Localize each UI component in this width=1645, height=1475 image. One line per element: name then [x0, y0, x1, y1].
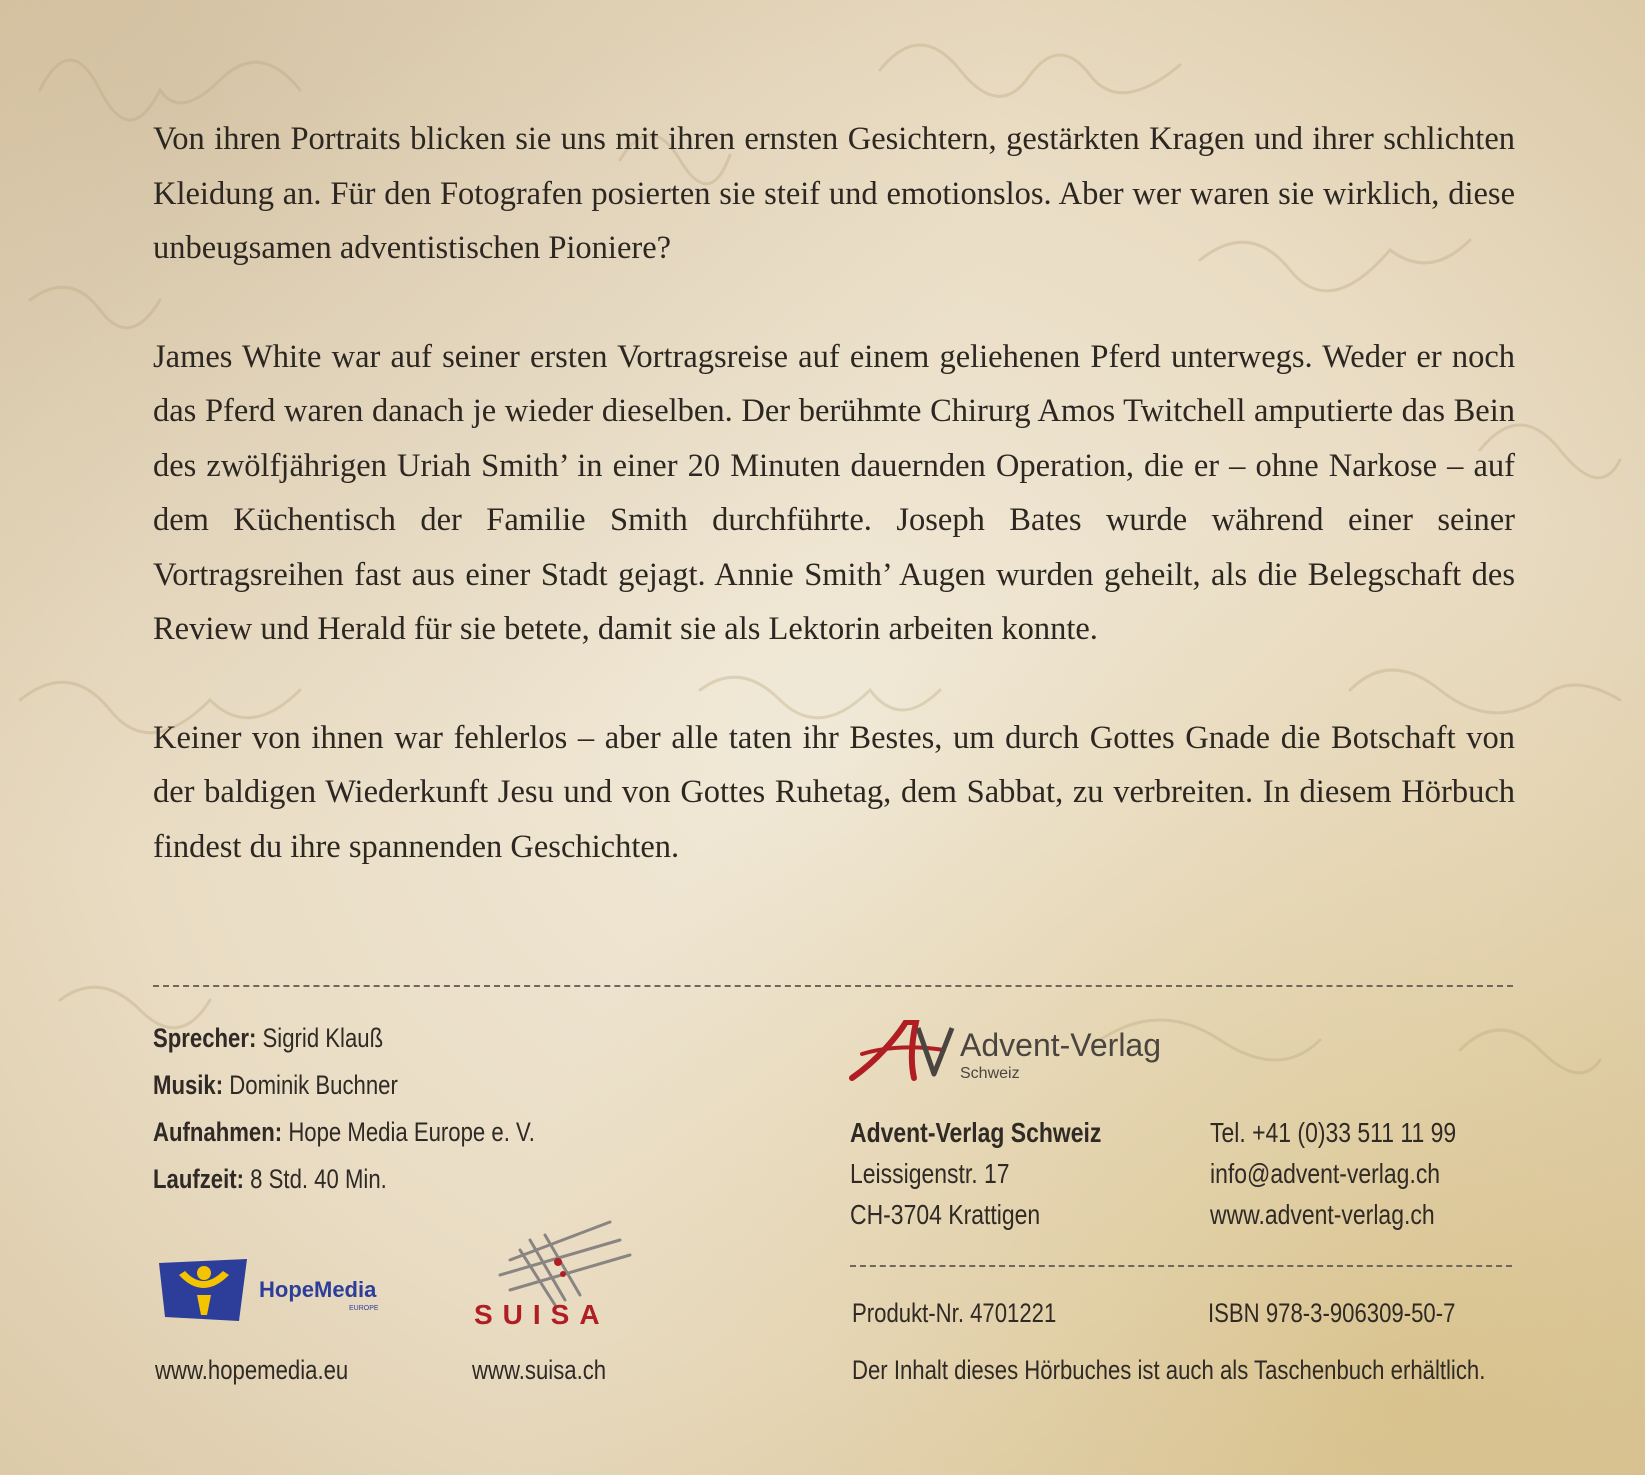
publisher-city: CH-3704 Krattigen	[850, 1199, 1041, 1230]
divider-top	[153, 985, 1513, 987]
credit-runtime: Laufzeit: 8 Std. 40 Min.	[153, 1164, 387, 1194]
hopemedia-logo	[157, 1255, 407, 1325]
credit-recording: Aufnahmen: Hope Media Europe e. V.	[153, 1117, 535, 1147]
credits-list	[153, 1015, 619, 1203]
product-number: Produkt-Nr. 4701221	[852, 1298, 1057, 1328]
suisa-logo-text: SUISA	[474, 1299, 610, 1330]
publisher-logo-sub: Schweiz	[960, 1065, 1020, 1082]
credit-speaker: Sprecher: Sigrid Klauß	[153, 1023, 384, 1053]
publisher-contact	[1210, 1112, 1510, 1235]
publisher-name: Advent-Verlag Schweiz	[850, 1117, 1102, 1148]
publisher-web: www.advent-verlag.ch	[1210, 1199, 1435, 1230]
blurb	[153, 112, 1515, 928]
publisher-logo-name: Advent-Verlag	[960, 1027, 1162, 1063]
blurb-paragraph-3: Keiner von ihnen war fehlerlos – aber alle taten ihr Bestes, um durch Gottes Gnade die Botschaft von der baldigen Wiederkunft Jesu und von Gottes Ruhetag, dem Sabbat, zu verbreiten. In diesem Hörbuch findest du ihre spannenden Geschichten.	[153, 719, 1515, 865]
suisa-logo	[470, 1220, 650, 1330]
divider-bottom	[850, 1265, 1512, 1267]
isbn: ISBN 978-3-906309-50-7	[1208, 1298, 1456, 1328]
suisa-url[interactable]: www.suisa.ch	[472, 1355, 607, 1385]
publisher-phone: Tel. +41 (0)33 511 11 99	[1210, 1117, 1457, 1148]
hopemedia-url[interactable]: www.hopemedia.eu	[155, 1355, 349, 1385]
hopemedia-logo-sub: EUROPE	[349, 1305, 379, 1312]
blurb-paragraph-2: James White war auf seiner ersten Vortragsreise auf einem geliehenen Pferd unterwegs. Weder er noch das Pferd waren danach je wieder dieselben. Der berühmte Chirurg Amos Twitchell amputierte das Bein des zwölfjährigen Uriah Smith’ in einer 20 Minuten dauernden Operation, die er – ohne Narkose – auf dem Küchentisch der Familie Smith durchführte. Joseph Bates wurde während einer seiner Vortragsreihen fast aus einer Stadt gejagt. Annie Smith’ Augen wurden geheilt, als die Belegschaft des Review und Herald für sie betete, damit sie als Lektorin arbeiten konnte.	[153, 338, 1515, 647]
credit-music: Musik: Dominik Buchner	[153, 1070, 398, 1100]
paperback-note: Der Inhalt dieses Hörbuches ist auch als Taschenbuch erhältlich.	[852, 1355, 1486, 1385]
publisher-address	[850, 1112, 1157, 1235]
publisher-email: info@advent-verlag.ch	[1210, 1158, 1441, 1189]
blurb-paragraph-1: Von ihren Portraits blicken sie uns mit ihren ernsten Gesichtern, gestärkten Kragen und ihrer schlichten Kleidung an. Für den Fotografen posierten sie steif und emotionslos. Aber wer waren sie wirklich, diese unbeugsamen adventistischen Pioniere?	[153, 121, 1515, 266]
hopemedia-logo-text: HopeMedia	[259, 1277, 377, 1302]
publisher-street: Leissigenstr. 17	[850, 1158, 1010, 1189]
